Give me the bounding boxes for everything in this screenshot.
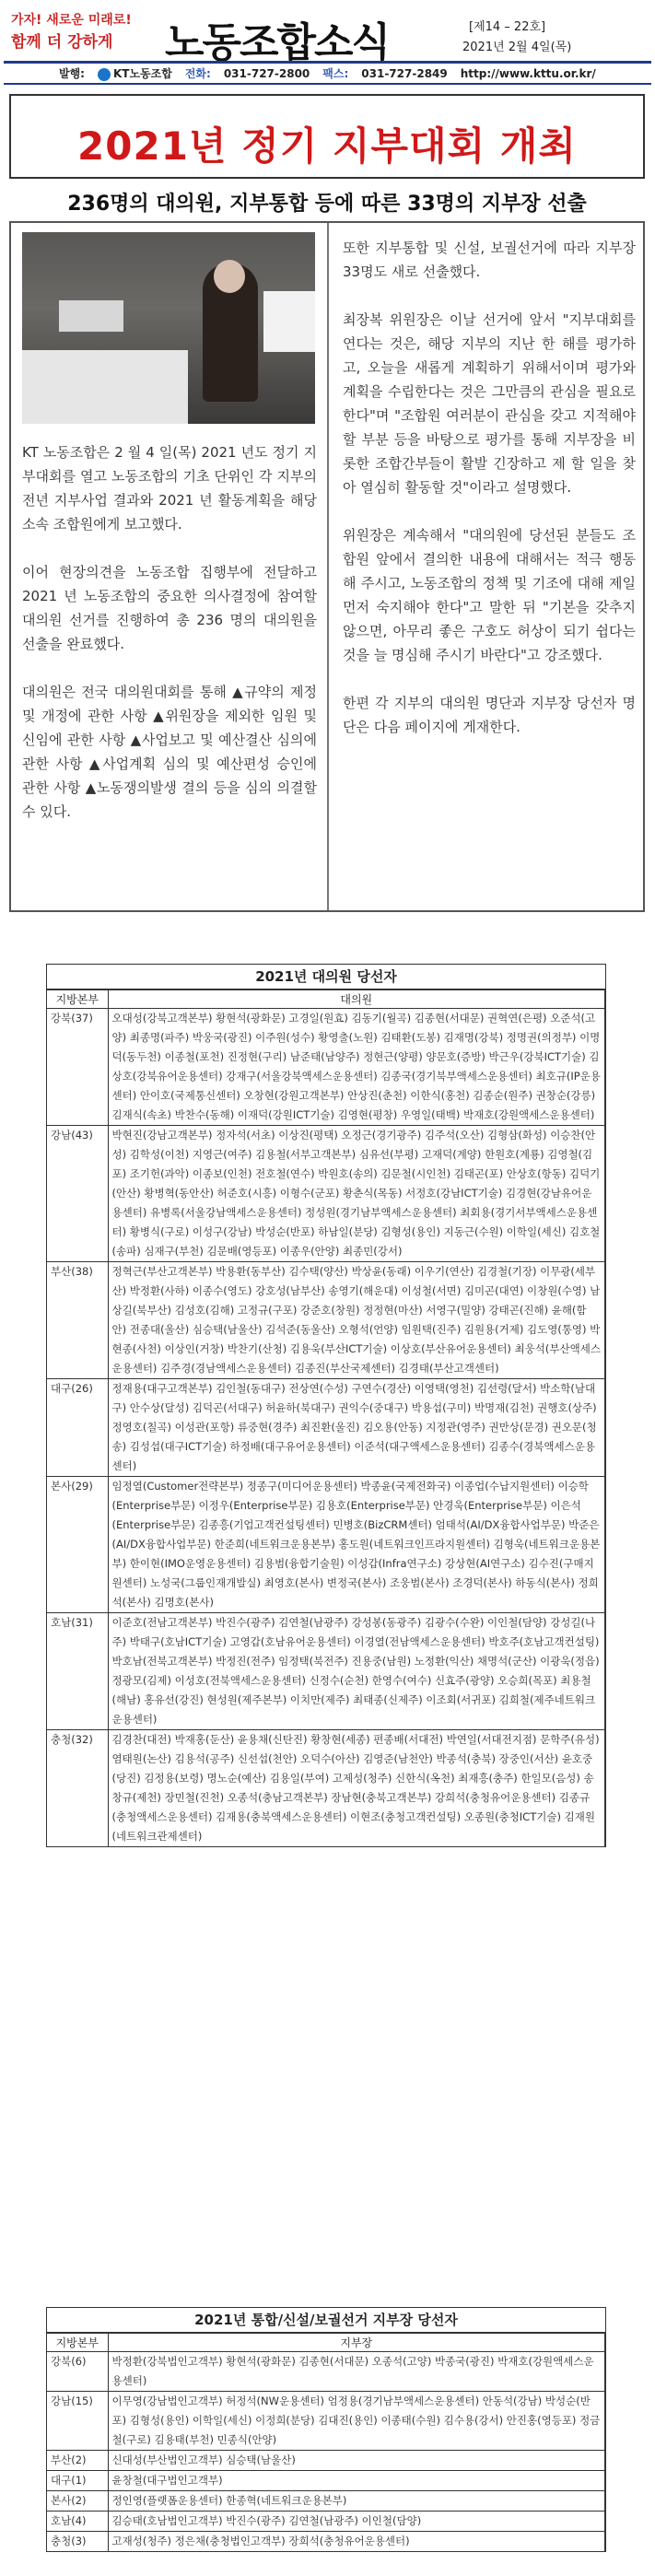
ballot-box-lid (59, 300, 123, 332)
table-row (47, 2471, 605, 2491)
issue-number: [제14 – 22호] (469, 20, 546, 34)
article (9, 221, 645, 912)
chiefs-table-title: 2021년 통합/신설/보궐선거 지부장 당선자 (47, 2308, 605, 2333)
region-cell: 부산(2) (47, 2451, 108, 2471)
names-cell: 오대성(강북고객본부) 황현석(광화문) 고경일(원효) 김동기(월곡) 김종현(서대문) 권혁연(은평) 오준석(고양) 최종명(파주) 박웅국(광진) 이주원(성수) 황영출(노원) 김태환(도봉) 김재명(강북) 정명권(의정부) 이명덕(동두천) 이종철(포천) 진정현(구리) 남준태(남양주) 정현근(양평) 양문호(증방) 박근우(강북ICT기술) 김상호(강북유어운용센터) 강재구(서울강북액세스운용센터) 김종국(경기북부액세스운용센터) 최호규(IP운용센터) 안이호(국제통신센터) 오창현(강원고객본부) 안상진(춘천) 이한식(홍천) 김종순(원주) 권창순(강릉) 김재식(속초) 박찬수(동해) 이재덕(강원ICT기술) 김영현(평창) 우영일(태백) 박재호(강원액세스운용센터) (108, 1009, 605, 1126)
fax: 031-727-2849 (361, 66, 448, 80)
publisher-name: KT노동조합 (112, 67, 172, 80)
names-cell: 정재용(대구고객본부) 김인철(동대구) 전상연(수성) 구연수(경산) 이영택(영천) 김선령(달서) 박소학(남대구) 안수상(달성) 김덕곤(서대구) 허윤하(북대구) 권익수(중대구) 박용섭(구미) 박명재(김천) 권행호(상주) 정영호(칠곡) 이성관(포항) 류중현(경주) 최진환(울진) 김오용(안동) 지정관(영주) 권만상(문경) 권오문(청송) 김성섭(대구ICT기술) 하정배(대구유어운용센터) 이준석(대구액세스운용센터) 김종수(경북액세스운용센터) (108, 1379, 605, 1477)
table-row (47, 2512, 605, 2532)
names-cell: 신대성(부산법인고객부) 심승택(남울산) (108, 2451, 605, 2471)
region-cell: 호남(31) (47, 1613, 108, 1730)
table-row (47, 2392, 605, 2451)
phone-label: 전화: (184, 67, 211, 80)
article-photo (22, 232, 315, 424)
paragraph: 위원장은 계속해서 "대의원에 당선된 분들도 조합원 앞에서 결의한 내용에 대해서는 적극 행동해 주시고, 노동조합의 정책 및 기조에 대해 제일 먼저 숙지해야 한다"고 말한 뒤 "기본을 갖추지 않으면, 아무리 좋은 구호도 허상이 되기 쉽다는 것을 늘 명심해 주시기 바란다"고 강조했다. (343, 527, 636, 663)
newsletter-title: 노동조합소식 (165, 19, 390, 66)
table-row (47, 1730, 605, 1847)
region-cell: 강남(15) (47, 2392, 108, 2451)
paragraph: 이어 현장의견을 노동조합 집행부에 전달하고 2021 년 노동조합의 중요한 의사결정에 참여할 대의원 선거를 진행하여 총 236 명의 대의원을 선출을 완료했다. (22, 564, 317, 652)
chiefs-table (46, 2307, 606, 2552)
table-row (47, 2352, 605, 2392)
column-divider (327, 223, 329, 910)
paragraph: 또한 지부통합 및 신설, 보궐선거에 따라 지부장 33명도 새로 선출했다. (343, 240, 636, 280)
paragraph: 대의원은 전국 대의원대회를 통해 ▲규약의 제정 및 개정에 관한 사항 ▲위원장을 제외한 임원 및 신임에 관한 사항 ▲사업보고 및 예산결산 심의에 관한 사항 ▲사업계획 심의 및 예산편성 승인에 관한 사항 ▲노동쟁의발생 결의 등을 심의 의결할 수 있다. (22, 684, 317, 820)
issue-date: 2021년 2월 4일(목) (462, 41, 572, 54)
ballot-box (22, 350, 188, 424)
names-cell: 김승태(호남법인고객부) 박진수(광주) 김연철(남광주) 이인철(담양) (108, 2512, 605, 2532)
region-cell: 충청(3) (47, 2532, 108, 2552)
publisher (98, 65, 172, 81)
table-row (47, 1613, 605, 1730)
headline: 2021년 정기 지부대회 개최 (77, 123, 577, 169)
kt-union-logo-icon (98, 68, 111, 81)
website-link[interactable]: http://www.kttu.or.kr/ (460, 66, 596, 80)
column-header: 대의원 (108, 990, 605, 1009)
notice-board (263, 291, 315, 352)
names-cell: 정혁근(부산고객본부) 박용환(동부산) 김수택(양산) 박상윤(동래) 이우기(연산) 김경철(기장) 이무광(세부산) 박정환(사하) 이종수(영도) 강호성(남부산) 송영기(해운대) 이성철(서면) 김미곤(대연) 이창원(수영) 남상길(북부산) 김성호(김해) 고정규(구포) 강준호(창원) 정정현(마산) 서영구(밀양) 강태곤(진해) 윤해(함안) 전종대(울산) 심승택(남울산) 김석준(동울산) 오형석(언양) 임원택(진주) 김원용(거제) 김도영(통영) 박현종(사천) 이상인(거창) 박찬기(산청) 김용욱(부산ICT기술) 이상호(부산유어운용센터) 최웅석(부산액세스운용센터) 김주경(경남액세스운용센터) 김종진(부산국제센터) 김경태(부산고객센터) (108, 1262, 605, 1379)
slogan-line1: 가자! 새로운 미래로! (11, 13, 132, 28)
delegates-table (46, 964, 606, 1847)
voter-face (214, 260, 245, 293)
paragraph: 최장복 위원장은 이날 선거에 앞서 "지부대회를 연다는 것은, 해당 지부의 지난 한 해를 평가하고, 오늘을 새롭게 계획하기 위해서이며 평가와 계획을 수립한다는 것은 그만큼의 관심을 필요로 한다"며 "조합원 여러분이 관심을 갖고 지적해야 할 부분 등을 바탕으로 평가를 통해 지부장을 비롯한 조합간부들이 활발 긴장하고 제 할 일을 찾아 열심히 활동할 것"이라고 설명했다. (343, 311, 636, 496)
publisher-label: 발행: (59, 67, 85, 80)
table-row (47, 1262, 605, 1379)
publisher-bar (4, 61, 651, 85)
names-cell: 이무영(강남법인고객부) 허정석(NW운용센터) 엄정용(경기남부액세스운용센터) 안동석(강남) 박성순(반포) 김형성(용인) 이학일(세신) 이정희(분당) 김대진(용인) 이종태(수원) 김수용(강서) 안진홍(영등포) 정금철(구로) 김용태(부천) 민종식(안양) (108, 2392, 605, 2451)
region-cell: 충청(32) (47, 1730, 108, 1847)
names-cell: 이준호(전남고객본부) 박진수(광주) 김연철(남광주) 강성봉(동광주) 김광수(수완) 이인철(담양) 강성길(나주) 박태구(호남ICT기술) 고영갑(호남유어운용센터) 이경열(전남액세스운용센터) 박호주(호남고객컨설팅) 박호남(전북고객본부) 박정진(전주) 임정택(북전주) 진용중(남원) 노정환(익산) 채명석(군산) 이광욱(정읍) 정광모(김제) 이성호(전북액세스운용센터) 신정수(순천) 한영수(여수) 신효주(광양) 오승희(목포) 최용철(해남) 홍유선(강진) 현성원(제주본부) 이치만(제주) 최태종(신제주) 이조회(서귀포) 김희철(제주네트워크운용센터) (108, 1613, 605, 1730)
table-row (47, 1009, 605, 1126)
region-cell: 강북(6) (47, 2352, 108, 2392)
article-left-column (22, 440, 317, 848)
region-cell: 대구(26) (47, 1379, 108, 1477)
column-header: 지부장 (108, 2334, 605, 2352)
paragraph: KT 노동조합은 2 월 4 일(목) 2021 년도 정기 지부대회를 열고 노동조합의 기초 단위인 각 지부의 전년 지부사업 결과와 2021 년 활동계획을 해당 소속 조합원에게 보고했다. (22, 444, 317, 533)
table-row (47, 1379, 605, 1477)
delegates-table-title: 2021년 대의원 당선자 (47, 965, 605, 989)
names-cell: 임정열(Customer전략본부) 정종구(미디어운용센터) 박종윤(국제전화국) 이종업(수납지원센터) 이승학(Enterprise부문) 이정우(Enterprise부문) 김용호(Enterprise부문) 안경욱(Enterprise부문) 이은석(Enterprise부문) 김종흥(기업고객컨설팅센터) 민병호(BizCRM센터) 엄태석(AI/DX융합사업부문) 박준은(AI/DX융합사업부문) 한준희(네트워크운용본부) 홍도원(네트워크인프라지원센터) 김형욱(네트워크운용본부) 한이현(IMO운영운용센터) 김용범(융합기술원) 이성갑(Infra연구소) 강상현(AI연구소) 김수진(구매지원센터) 노성국(그룹인재개발실) 최영호(본사) 변정국(본사) 조웅범(본사) 조경덕(본사) 하동식(본사) 정희석(본사) 김명호(본사) (108, 1477, 605, 1613)
region-cell: 본사(29) (47, 1477, 108, 1613)
region-cell: 호남(4) (47, 2512, 108, 2532)
table-row (47, 2532, 605, 2552)
column-header: 지방본부 (47, 990, 108, 1009)
names-cell: 박현진(강남고객본부) 정자석(서초) 이상진(평택) 오정근(경기광주) 김주석(오산) 김형삼(화성) 이승찬(안성) 김학성(이천) 지영근(여주) 김용철(서부고객본부) 심유선(부평) 고재덕(계양) 한원호(계룡) 김영철(김포) 조기헌(과악) 이종보(인천) 전호철(연수) 박원호(송의) 김문철(시인천) 김태곤(포) 안상호(항동) 김덕기(안산) 황병혁(동안산) 허준호(시흥) 이형수(군포) 황춘식(목동) 서정호(강남ICT기술) 김경현(강남유어운용센터) 유병록(서울강남액세스운용센터) 정성원(경기남부액세스운용센터) 최회용(경기서부액세스운용센터) 황병식(구로) 이성구(강남) 박성순(반포) 하남일(분당) 김형성(용인) 지동근(수원) 이학일(세신) 김호철(송파) 심재구(부천) 김문배(영등포) 이종우(안양) 최종민(강서) (108, 1126, 605, 1262)
names-cell: 김경찬(대전) 박재홍(둔산) 윤용채(신탄진) 황창현(세종) 편종배(서대전) 박연일(서대전지점) 문학주(유성) 염태원(논산) 김용석(공주) 신선섭(천안) 오덕수(아산) 김영준(남천안) 박종석(충북) 장중인(서산) 윤호중(당진) 김정용(보령) 명노순(예산) 김용일(부여) 고제성(청주) 신한식(옥천) 최재흥(충주) 한일모(음성) 송창규(제천) 장민철(진천) 오종석(충남고객본부) 장남현(충북고객본부) 강희석(충청유어운용센터) 김종규(충청액세스운용센터) 김재용(충북액세스운용센터) 이현조(충청고객컨설팅) 오종원(충청ICT기술) 김재원(네트워크관제센터) (108, 1730, 605, 1847)
region-cell: 본사(2) (47, 2491, 108, 2512)
article-right-column (343, 236, 636, 763)
names-cell: 박정환(강북법인고객부) 황현석(광화문) 김종현(서대문) 오종석(고양) 박종국(광진) 박재호(강원액세스운용센터) (108, 2352, 605, 2392)
region-cell: 강북(37) (47, 1009, 108, 1126)
column-header: 지방본부 (47, 2334, 108, 2352)
names-cell: 고재성(청주) 정은채(충청법인고객부) 장희석(충청유어운용센터) (108, 2532, 605, 2552)
names-cell: 윤창철(대구법인고객부) (108, 2471, 605, 2491)
masthead (4, 4, 651, 96)
subheadline: 236명의 대의원, 지부통합 등에 따른 33명의 지부장 선출 (67, 193, 587, 216)
region-cell: 강남(43) (47, 1126, 108, 1262)
phone: 031-727-2800 (223, 66, 310, 80)
slogan (11, 9, 149, 53)
headline-box (9, 94, 645, 179)
paragraph: 한편 각 지부의 대의원 명단과 지부장 당선자 명단은 다음 페이지에 게재한다. (343, 695, 636, 735)
region-cell: 부산(38) (47, 1262, 108, 1379)
table-row (47, 2451, 605, 2471)
names-cell: 정인영(플랫폼운용센터) 한종혁(네트워크운용본부) (108, 2491, 605, 2512)
fax-label: 팩스: (322, 67, 349, 80)
table-row (47, 2491, 605, 2512)
table-row (47, 1126, 605, 1262)
slogan-line2: 함께 더 강하게 (11, 33, 113, 52)
region-cell: 대구(1) (47, 2471, 108, 2491)
table-row (47, 1477, 605, 1613)
